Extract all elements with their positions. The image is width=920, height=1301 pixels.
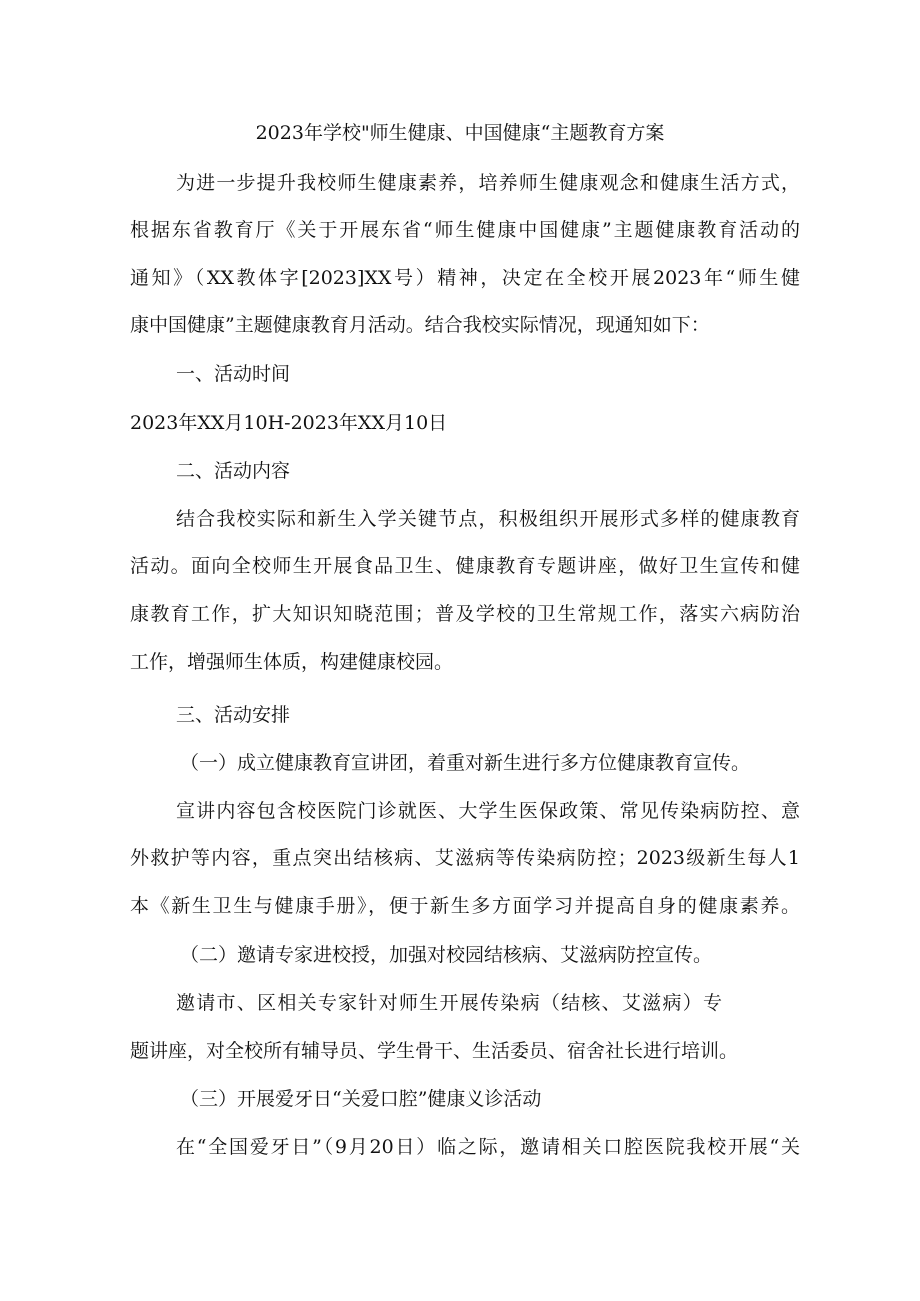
- sub1-line-2: 外救护等内容，重点突出结核病、艾滋病等传染病防控；2023级新生每人1: [130, 847, 800, 869]
- section2-line-1: 结合我校实际和新生入学关键节点，积极组织开展形式多样的健康教育: [176, 508, 800, 530]
- section1-heading: 一、活动时间: [176, 363, 291, 385]
- section2-line-4: 工作，增强师生体质，构建健康校园。: [130, 651, 454, 673]
- section2-line-2: 活动。面向全校师生开展食品卫生、健康教育专题讲座，做好卫生宣传和健: [130, 555, 800, 577]
- intro-line-1: 为进一步提升我校师生健康素养，培养师生健康观念和健康生活方式，: [176, 172, 800, 194]
- intro-line-3: 通知》（XX教体字[2023]XX号）精神，决定在全校开展2023年“师生健: [130, 267, 800, 289]
- intro-line-2: 根据东省教育厅《关于开展东省“师生健康中国健康”主题健康教育活动的: [130, 219, 800, 241]
- sub1-heading: （一）成立健康教育宣讲团，着重对新生进行多方位健康教育宣传。: [180, 752, 751, 774]
- sub3-heading: （三）开展爱牙日“关爱口腔”健康义诊活动: [180, 1088, 542, 1110]
- sub3-line-1: 在“全国爱牙日”（9月20日）临之际，邀请相关口腔医院我校开展“关: [176, 1136, 800, 1158]
- section2-heading: 二、活动内容: [176, 460, 291, 482]
- intro-line-4: 康中国健康”主题健康教育月活动。结合我校实际情况，现通知如下：: [130, 314, 710, 336]
- sub2-heading: （二）邀请专家进校授，加强对校园结核病、艾滋病防控宣传。: [180, 944, 713, 966]
- sub1-line-3: 本《新生卫生与健康手册》，便于新生多方面学习并提高自身的健康素养。: [130, 895, 800, 917]
- section2-line-3: 康教育工作，扩大知识知晓范围；普及学校的卫生常规工作，落实六病防治: [130, 603, 800, 625]
- section3-heading: 三、活动安排: [176, 704, 291, 726]
- document-title: 2023年学校"师生健康、中国健康“主题教育方案: [255, 122, 665, 144]
- section1-time: 2023年XX月10H-2023年XX月10日: [130, 412, 448, 434]
- sub2-line-2: 题讲座，对全校所有辅导员、学生骨干、生活委员、宿舍社长进行培训。: [130, 1040, 739, 1062]
- sub2-line-1: 邀请市、区相关专家针对师生开展传染病（结核、艾滋病）专: [176, 992, 722, 1014]
- sub1-line-1: 宣讲内容包含校医院门诊就医、大学生医保政策、常见传染病防控、意: [176, 800, 800, 822]
